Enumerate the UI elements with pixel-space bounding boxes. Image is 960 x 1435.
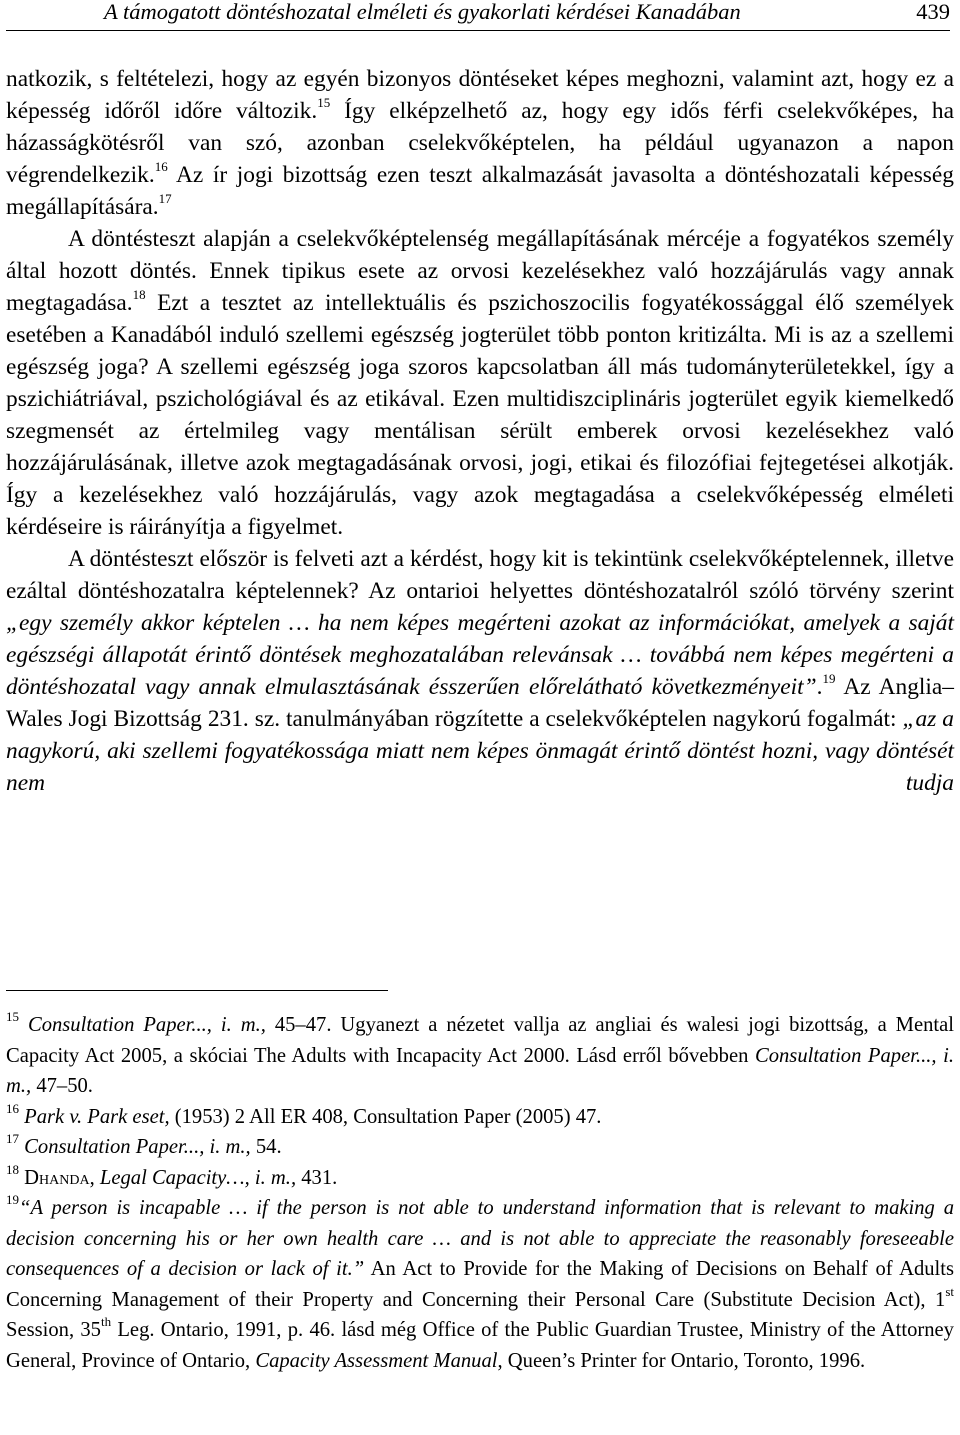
running-title: A támogatott döntéshozatal elméleti és gyakorlati kérdései Kanadában: [104, 0, 741, 24]
footnote-15: [6, 1010, 954, 1102]
p3-text-3: Az Anglia–Wales Jogi Bizottság 231. sz. tanulmányában rögzítette a cselekvőképtelen nagykorú fogalmát:: [6, 674, 954, 732]
running-header: [6, 0, 950, 31]
paragraph-2: [6, 223, 954, 543]
footnote-17: [6, 1132, 954, 1163]
p3-quote-2: „az a nagykorú, aki szellemi fogyatékossága miatt nem képes önmagát érintő döntést hozni, vagy döntését nem tudja: [6, 706, 954, 796]
footnote-15-text-1: 45–47. Ugyanezt a nézetet vallja az angliai és walesi jogi bizottság, a Mental Capacity Act 2005, a skóciai The Adults with Incapacity Act 2000. Lásd erről bővebben: [6, 1014, 954, 1067]
paragraph-1: [6, 63, 954, 223]
footnote-18-number: 18: [6, 1161, 19, 1177]
footnote-19-text-3: Leg. Ontario, 1991, p. 46. lásd még Office of the Public Guardian Trustee, Ministry of the Attorney General, Province of Ontario,: [6, 1319, 954, 1372]
footnote-19-italic-1: “A person is incapable … if the person is not able to understand information that is relevant to making a decision concerning his or her own health care … and is not able to appreciate the reasonably foreseeable consequences of a decision or lack of it.”: [6, 1197, 954, 1280]
footnote-17-italic-1: Consultation Paper..., i. m.,: [24, 1136, 251, 1158]
footnote-19-sup-1: st: [945, 1283, 954, 1299]
footnote-16-italic-1: Park v. Park eset,: [24, 1105, 170, 1128]
footnote-15-italic-2: Consultation Paper..., i. m.,: [6, 1044, 954, 1097]
p3-text-1: A döntésteszt először is felveti azt a kérdést, hogy kit is tekintünk cselekvőképtelennek, illetve ezáltal döntéshozatalra képtelennek? Az ontarioi helyettes döntéshozatalról szóló törvény szerint: [6, 546, 954, 604]
footnote-17-text-1: 54.: [250, 1136, 282, 1158]
p1-text-2: Így elképzelhető az, hogy egy idős férfi cselekvőképes, ha házasságkötésről van szó, azonban cselekvőképtelen, ha például ugyanazon a napon végrendelkezik.: [6, 98, 955, 188]
footnote-15-text-2: 47–50.: [31, 1075, 93, 1097]
footnote-separator: [6, 990, 388, 991]
footnote-ref-15[interactable]: 15: [317, 95, 331, 111]
p3-quote-1: „egy személy akkor képtelen … ha nem képes megérteni azokat az információkat, amelyek a saját egészségi állapotát érintő döntések meghozatalában relevánsak … továbbá nem képes megérteni a döntéshozatal vagy annak elmulasztásának ésszerűen előrelátható következményeit”: [6, 610, 954, 700]
footnote-16-number: 16: [6, 1100, 19, 1116]
footnote-18: [6, 1163, 954, 1194]
footnotes: [6, 1010, 954, 1376]
footnote-15-number: 15: [6, 1009, 19, 1025]
footnote-19-italic-2: Capacity Assessment Manual: [255, 1349, 498, 1372]
page-number: 439: [916, 0, 950, 24]
p1-text-1: natkozik, s feltételezi, hogy az egyén bizonyos döntéseket képes meghozni, valamint azt, hogy ez a képesség időről időre változik.: [6, 66, 954, 124]
footnote-16-text-1: (1953) 2 All ER 408, Consultation Paper (2005) 47.: [169, 1105, 602, 1128]
footnote-15-italic-1: Consultation Paper..., i. m.,: [27, 1014, 266, 1036]
footnote-18-text-1: 431.: [296, 1166, 338, 1189]
paragraph-3: [6, 543, 954, 799]
footnote-ref-17[interactable]: 17: [158, 191, 172, 207]
footnote-19-text-2: Session, 35: [6, 1319, 101, 1341]
footnote-17-number: 17: [6, 1131, 19, 1147]
footnote-18-author: Dhanda,: [24, 1166, 95, 1189]
footnote-ref-16[interactable]: 16: [154, 159, 168, 175]
footnote-18-italic-1: Legal Capacity…, i. m.,: [94, 1166, 297, 1189]
p3-text-2: .: [816, 674, 823, 700]
p2-text-2: Ezt a tesztet az intellektuális és pszichoszocilis fogyatékossággal élő személyek esetében a Kanadából induló szellemi egészség jogterület több ponton kritizálta. Mi is az a szellemi egészség joga? A szellemi egészség joga szoros kapcsolatban áll más tudományterületekkel, így a pszichiátriával, pszichológiával és az etikával. Ezen multidiszciplináris jogterület egyik kiemelkedő szegmensét az értelmileg vagy mentálisan sérült emberek orvosi kezelésekhez való hozzájárulásának, illetve azok megtagadásának orvosi, jogi, etikai és filozófiai fejtegetései alkotják. Így a kezelésekhez való hozzájárulás, vagy azok megtagadása a cselekvőképesség elméleti kérdéseire is ráirányítja a figyelmet.: [6, 290, 954, 540]
p2-text-1: A döntésteszt alapján a cselekvőképtelenség megállapításának mércéje a fogyatékos személy által hozott döntés. Ennek tipikus esete az orvosi kezelésekhez való hozzájárulás vagy annak megtagadása.: [6, 226, 954, 316]
footnote-ref-18[interactable]: 18: [132, 287, 146, 303]
footnote-19-text-4: , Queen’s Printer for Ontario, Toronto, 1996.: [497, 1349, 866, 1372]
p1-text-3: Az ír jogi bizottság ezen teszt alkalmazását javasolta a döntéshozatali képesség megállapítására.: [6, 162, 954, 220]
footnote-ref-19[interactable]: 19: [822, 671, 836, 687]
footnote-19-sup-2: th: [100, 1314, 112, 1330]
footnote-16: [6, 1102, 954, 1133]
footnote-19: [6, 1193, 954, 1376]
footnote-19-text-1: An Act to Provide for the Making of Decisions on Behalf of Adults Concerning Management of their Property and Concerning their Personal Care (Substitute Decision Act), 1: [6, 1258, 955, 1311]
main-text: [6, 63, 954, 799]
footnote-19-number: 19: [6, 1192, 19, 1208]
